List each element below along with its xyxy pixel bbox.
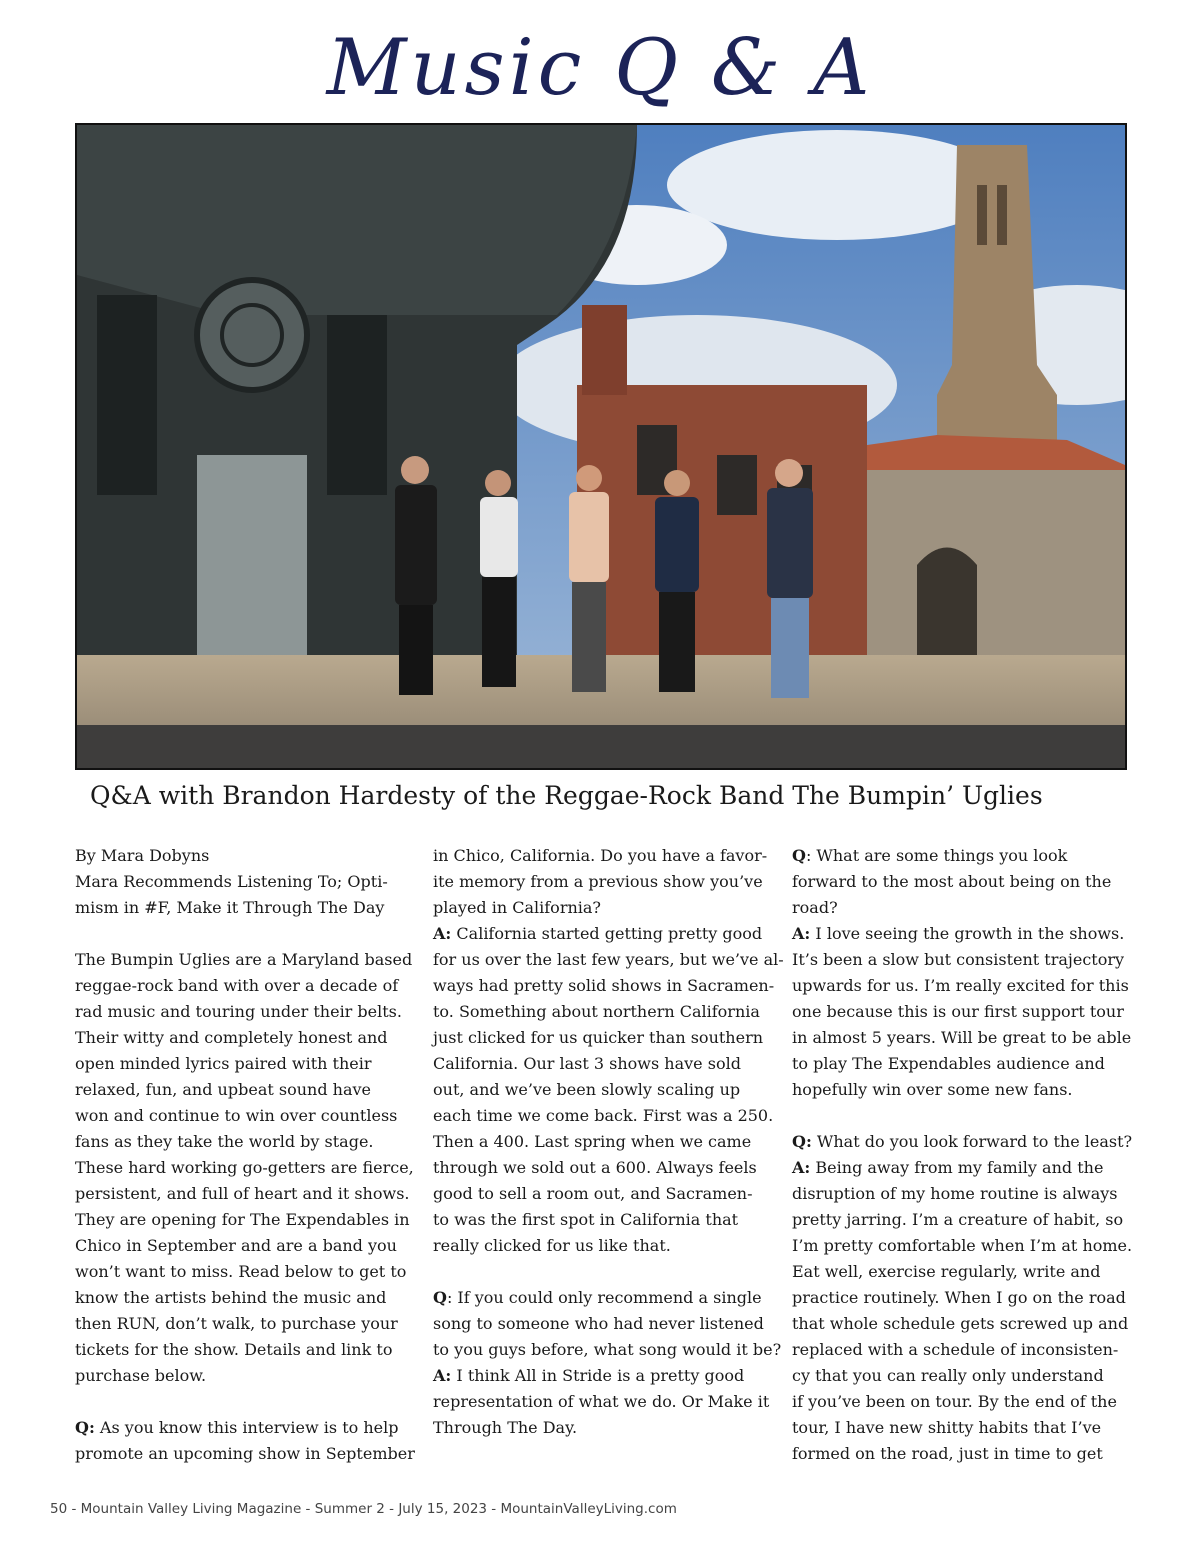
question-label: Q (433, 1288, 447, 1307)
asphalt (77, 725, 1125, 768)
answer-line: Then a 400. Last spring when we came (433, 1132, 752, 1151)
answer-line: formed on the road, just in time to get (792, 1444, 1103, 1463)
answer-line: really clicked for us like that. (433, 1236, 671, 1255)
dark-window (327, 315, 387, 495)
brick-building (577, 385, 867, 665)
answer-line: hopefully win over some new fans. (792, 1080, 1073, 1099)
intro-line: then RUN, don’t walk, to purchase your (75, 1314, 398, 1333)
article-column-1 (75, 843, 415, 1467)
canopy (77, 125, 637, 315)
intro-line: Chico in September and are a band you (75, 1236, 397, 1255)
answer-text: I think All in Stride is a pretty good (451, 1366, 745, 1385)
question-line (792, 1129, 1132, 1155)
answer-line (433, 921, 773, 947)
intro-line: won’t want to miss. Read below to get to (75, 1262, 407, 1281)
dark-window (97, 295, 157, 495)
answer-label: A: (433, 1366, 452, 1385)
answer-text: I love seeing the growth in the shows. (810, 924, 1125, 943)
question-line: forward to the most about being on the (792, 872, 1112, 891)
question-line: to you guys before, what song would it be? (433, 1340, 782, 1359)
intro-line: Their witty and completely honest and (75, 1028, 388, 1047)
question-line: in Chico, California. Do you have a favor- (433, 846, 768, 865)
answer-line: good to sell a room out, and Sacramen- (433, 1184, 753, 1203)
answer-line: California. Our last 3 shows have sold (433, 1054, 741, 1073)
answer-line: practice routinely. When I go on the road (792, 1288, 1126, 1307)
question-text: What do you look forward to the least? (811, 1132, 1133, 1151)
brick-window (717, 455, 757, 515)
answer-line: disruption of my home routine is always (792, 1184, 1118, 1203)
answer-label: A: (792, 1158, 811, 1177)
answer-line: ways had pretty solid shows in Sacramen- (433, 976, 775, 995)
question-text: As you know this interview is to help (94, 1418, 399, 1437)
tower-window (977, 185, 987, 245)
question-line: song to someone who had never listened (433, 1314, 764, 1333)
rose-window (197, 280, 307, 390)
article-subtitle: Q&A with Brandon Hardesty of the Reggae-Rock Band The Bumpin’ Uglies (90, 781, 1043, 810)
answer-text: Being away from my family and the (810, 1158, 1104, 1177)
answer-line: if you’ve been on tour. By the end of the (792, 1392, 1117, 1411)
byline: By Mara Dobyns (75, 846, 210, 865)
answer-line: upwards for us. I’m really excited for this (792, 976, 1129, 995)
intro-line: persistent, and full of heart and it shows. (75, 1184, 410, 1203)
answer-line: each time we come back. First was a 250. (433, 1106, 774, 1125)
answer-line: to play The Expendables audience and (792, 1054, 1105, 1073)
answer-label: A: (792, 924, 811, 943)
question-label: Q: (75, 1418, 95, 1437)
question-label: Q (792, 846, 806, 865)
intro-line: know the artists behind the music and (75, 1288, 387, 1307)
answer-line: that whole schedule gets screwed up and (792, 1314, 1129, 1333)
question-line: played in California? (433, 898, 601, 917)
intro-line: The Bumpin Uglies are a Maryland based (75, 950, 413, 969)
question-text: : If you could only recommend a single (446, 1288, 762, 1307)
answer-line: Eat well, exercise regularly, write and (792, 1262, 1101, 1281)
question-text: : What are some things you look (805, 846, 1068, 865)
question-line: ite memory from a previous show you’ve (433, 872, 763, 891)
question-line: road? (792, 898, 838, 917)
intro-line: tickets for the show. Details and link to (75, 1340, 393, 1359)
question-line (75, 1415, 415, 1441)
answer-line: one because this is our first support tour (792, 1002, 1124, 1021)
arch-doorway (917, 548, 977, 661)
answer-line: It’s been a slow but consistent trajectory (792, 950, 1125, 969)
intro-line: reggae-rock band with over a decade of (75, 976, 399, 995)
recommendation-line: mism in #F, Make it Through The Day (75, 898, 385, 917)
answer-line: I’m pretty comfortable when I’m at home. (792, 1236, 1133, 1255)
answer-line: for us over the last few years, but we’ve al- (433, 950, 784, 969)
answer-line: representation of what we do. Or Make it (433, 1392, 770, 1411)
answer-line: to was the first spot in California that (433, 1210, 739, 1229)
answer-line: out, and we’ve been slowly scaling up (433, 1080, 741, 1099)
question-line: promote an upcoming show in September (75, 1444, 415, 1463)
gate (197, 455, 307, 655)
tower-window (997, 185, 1007, 245)
question-line (433, 1285, 773, 1311)
intro-line: rad music and touring under their belts. (75, 1002, 402, 1021)
stone-building (857, 470, 1125, 660)
answer-line: tour, I have new shitty habits that I’ve (792, 1418, 1102, 1437)
intro-line: They are opening for The Expendables in (75, 1210, 410, 1229)
intro-line: purchase below. (75, 1366, 207, 1385)
intro-line: won and continue to win over countless (75, 1106, 398, 1125)
answer-line: Through The Day. (433, 1418, 578, 1437)
answer-line (792, 1155, 1132, 1181)
answer-line: through we sold out a 600. Always feels (433, 1158, 757, 1177)
answer-text: California started getting pretty good (451, 924, 763, 943)
intro-line: These hard working go-getters are fierce, (75, 1158, 414, 1177)
answer-line: replaced with a schedule of inconsisten- (792, 1340, 1119, 1359)
question-line (792, 843, 1132, 869)
intro-line: relaxed, fun, and upbeat sound have (75, 1080, 371, 1099)
answer-line: pretty jarring. I’m a creature of habit, so (792, 1210, 1124, 1229)
answer-line: to. Something about northern California (433, 1002, 760, 1021)
intro-line: fans as they take the world by stage. (75, 1132, 374, 1151)
article-column-2 (433, 843, 784, 1441)
page-title: Music Q & A (326, 23, 874, 113)
brick-chimney (582, 305, 627, 395)
answer-line (792, 921, 1132, 947)
article-column-3 (792, 843, 1132, 1467)
answer-line: in almost 5 years. Will be great to be able (792, 1028, 1132, 1047)
answer-line: just clicked for us quicker than southern (433, 1028, 764, 1047)
recommendation-line: Mara Recommends Listening To; Opti- (75, 872, 388, 891)
answer-label: A: (433, 924, 452, 943)
page-footer: 50 - Mountain Valley Living Magazine - Summer 2 - July 15, 2023 - MountainValleyLiving.com (50, 1501, 677, 1517)
band-photo (75, 123, 1127, 770)
answer-line (433, 1363, 773, 1389)
question-label: Q: (792, 1132, 812, 1151)
answer-line: cy that you can really only understand (792, 1366, 1104, 1385)
intro-line: open minded lyrics paired with their (75, 1054, 372, 1073)
